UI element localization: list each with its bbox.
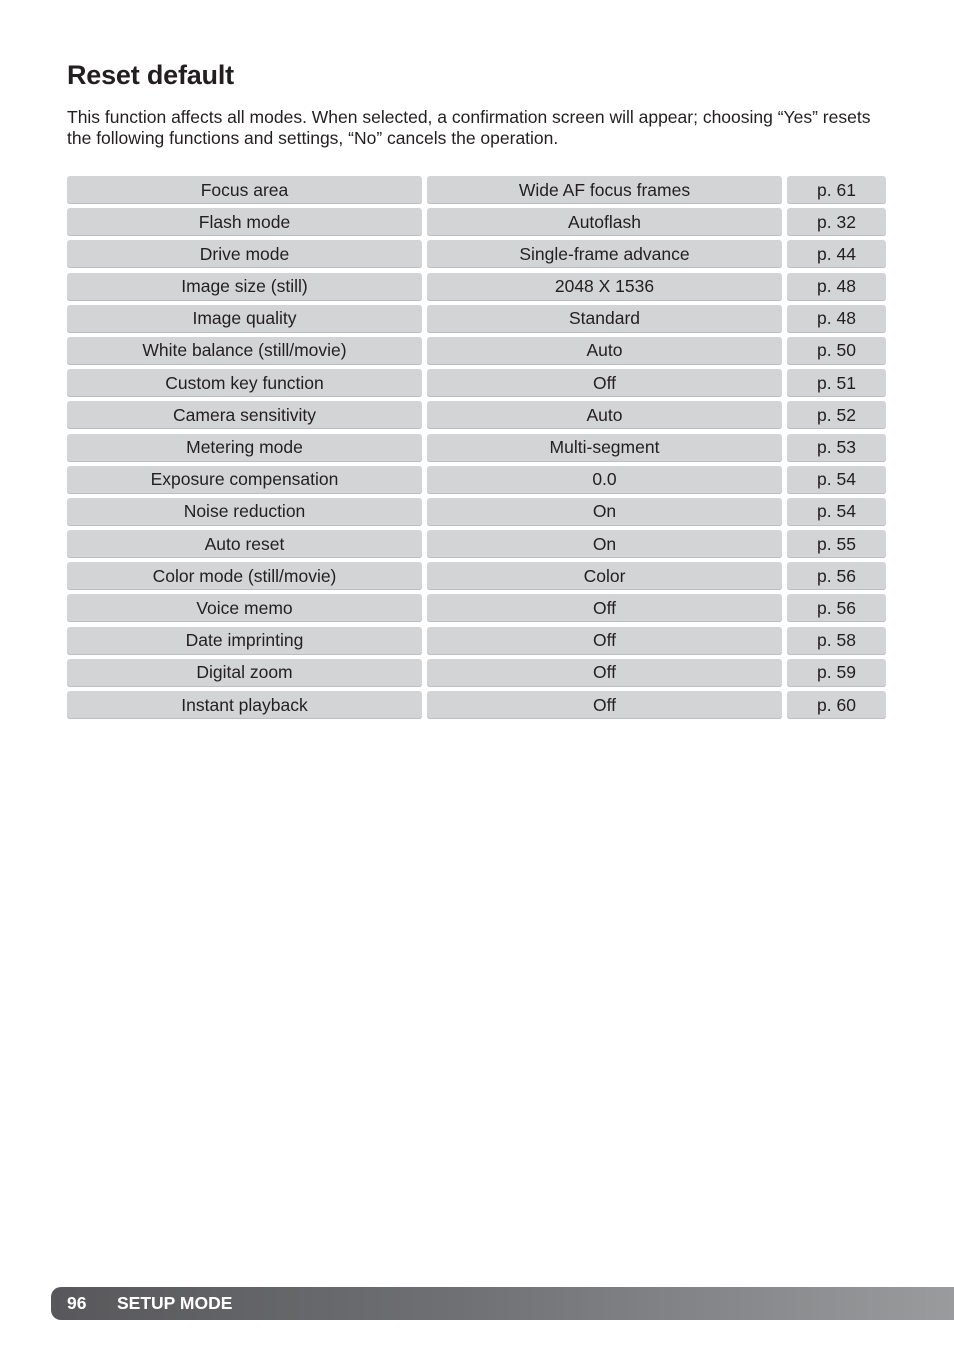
page-reference-cell: p. 52 (787, 401, 886, 429)
page-reference-cell: p. 48 (787, 305, 886, 333)
function-cell: Auto reset (67, 530, 422, 558)
table-row (67, 240, 886, 268)
default-value-cell: Off (427, 691, 782, 719)
page-reference-cell: p. 48 (787, 273, 886, 301)
default-value-cell: Off (427, 659, 782, 687)
default-value-cell: On (427, 530, 782, 558)
page-reference-cell: p. 61 (787, 176, 886, 204)
default-value-cell: Single-frame advance (427, 240, 782, 268)
function-cell: Flash mode (67, 208, 422, 236)
page-reference-cell: p. 32 (787, 208, 886, 236)
function-cell: Metering mode (67, 434, 422, 462)
default-value-cell: Wide AF focus frames (427, 176, 782, 204)
function-cell: Exposure compensation (67, 466, 422, 494)
page-reference-cell: p. 50 (787, 337, 886, 365)
default-value-cell: Off (427, 594, 782, 622)
default-value-cell: Multi-segment (427, 434, 782, 462)
page-reference-cell: p. 55 (787, 530, 886, 558)
page-reference-cell: p. 51 (787, 369, 886, 397)
intro-paragraph: This function affects all modes. When selected, a confirmation screen will appear; choosing “Yes” resets the following functions and settings, “No” cancels the operation. (67, 107, 871, 148)
default-value-cell: On (427, 498, 782, 526)
table-row (67, 659, 886, 687)
default-value-cell: 0.0 (427, 466, 782, 494)
page-reference-cell: p. 56 (787, 594, 886, 622)
section-title: SETUP MODE (117, 1293, 233, 1313)
page-reference-cell: p. 56 (787, 562, 886, 590)
table-row (67, 498, 886, 526)
function-cell: White balance (still/movie) (67, 337, 422, 365)
table-row (67, 208, 886, 236)
function-cell: Noise reduction (67, 498, 422, 526)
function-cell: Camera sensitivity (67, 401, 422, 429)
table-row (67, 530, 886, 558)
function-cell: Drive mode (67, 240, 422, 268)
function-cell: Custom key function (67, 369, 422, 397)
default-value-cell: Standard (427, 305, 782, 333)
page-footer (51, 1287, 954, 1320)
table-row (67, 305, 886, 333)
default-value-cell: Autoflash (427, 208, 782, 236)
default-value-cell: 2048 X 1536 (427, 273, 782, 301)
default-value-cell: Off (427, 627, 782, 655)
page-reference-cell: p. 54 (787, 498, 886, 526)
table-row (67, 627, 886, 655)
page-reference-cell: p. 54 (787, 466, 886, 494)
table-row (67, 401, 886, 429)
page-reference-cell: p. 44 (787, 240, 886, 268)
default-value-cell: Off (427, 369, 782, 397)
default-value-cell: Auto (427, 401, 782, 429)
reset-settings-table (67, 176, 886, 723)
function-cell: Image size (still) (67, 273, 422, 301)
function-cell: Voice memo (67, 594, 422, 622)
function-cell: Image quality (67, 305, 422, 333)
function-cell: Focus area (67, 176, 422, 204)
page-reference-cell: p. 59 (787, 659, 886, 687)
default-value-cell: Auto (427, 337, 782, 365)
table-row (67, 176, 886, 204)
page-number: 96 (67, 1293, 87, 1313)
page-title: Reset default (67, 60, 234, 90)
default-value-cell: Color (427, 562, 782, 590)
table-row (67, 337, 886, 365)
table-row (67, 273, 886, 301)
table-row (67, 466, 886, 494)
table-row (67, 691, 886, 719)
table-row (67, 434, 886, 462)
function-cell: Color mode (still/movie) (67, 562, 422, 590)
function-cell: Digital zoom (67, 659, 422, 687)
function-cell: Instant playback (67, 691, 422, 719)
table-row (67, 369, 886, 397)
table-row (67, 594, 886, 622)
page-reference-cell: p. 53 (787, 434, 886, 462)
page-reference-cell: p. 60 (787, 691, 886, 719)
table-row (67, 562, 886, 590)
function-cell: Date imprinting (67, 627, 422, 655)
page-reference-cell: p. 58 (787, 627, 886, 655)
